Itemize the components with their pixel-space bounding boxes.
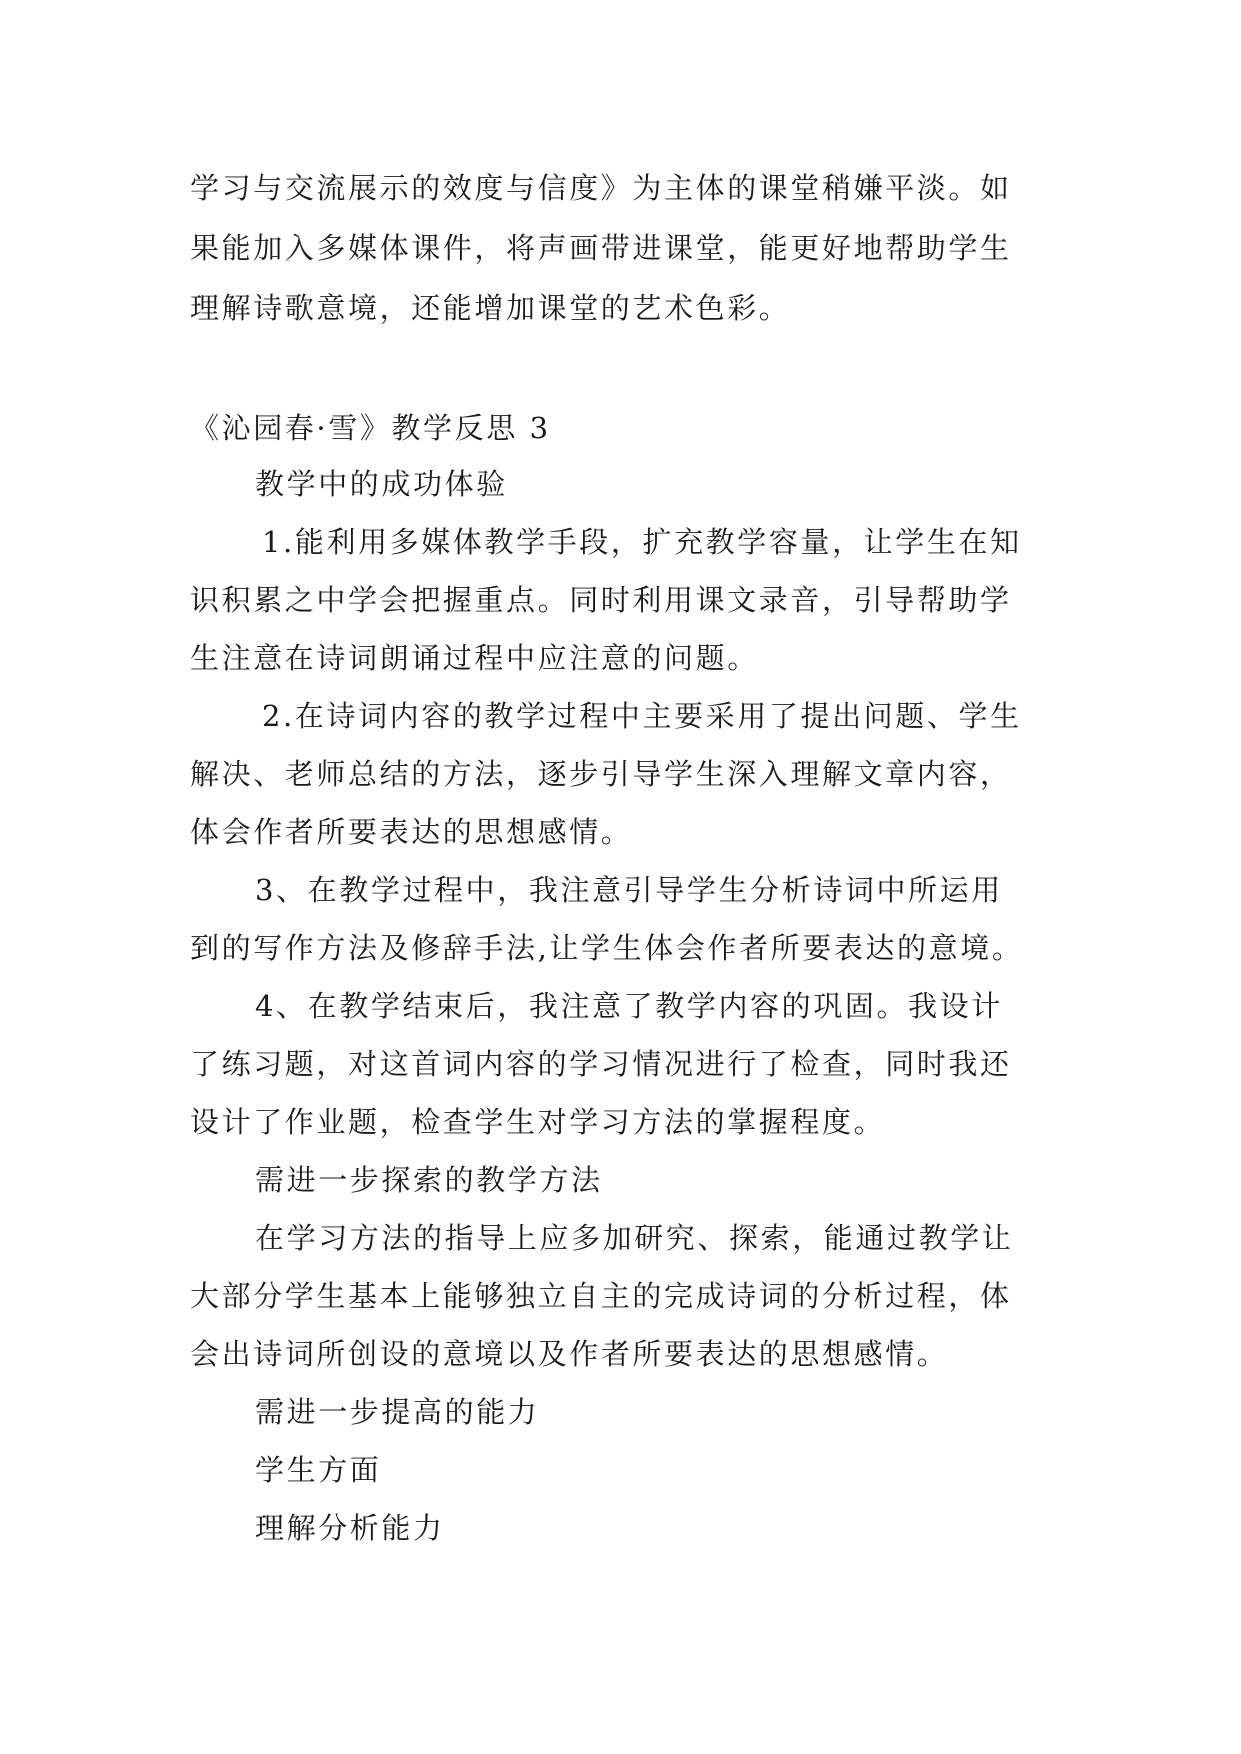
subheading: 需进一步提高的能力 — [255, 1395, 540, 1429]
body-text-line: 学习与交流展示的效度与信度》为主体的课堂稍嫌平淡。如 — [190, 171, 1012, 205]
body-text-line: 解决、老师总结的方法，逐步引导学生深入理解文章内容， — [190, 757, 1012, 791]
body-text-line: 果能加入多媒体课件，将声画带进课堂，能更好地帮助学生 — [190, 231, 1012, 265]
body-text-line: 设计了作业题，检查学生对学习方法的掌握程度。 — [190, 1105, 886, 1139]
body-text-line: 3、在教学过程中，我注意引导学生分析诗词中所运用 — [255, 873, 1003, 907]
body-text-line: 到的写作方法及修辞手法,让学生体会作者所要表达的意境。 — [190, 931, 1024, 965]
body-text-line: 体会作者所要表达的思想感情。 — [190, 815, 633, 849]
subheading: 学生方面 — [255, 1453, 382, 1487]
body-text-line: 生注意在诗词朗诵过程中应注意的问题。 — [190, 641, 759, 675]
body-text-line: 1.能利用多媒体教学手段，扩充教学容量，让学生在知 — [262, 525, 1022, 559]
body-text-line: 大部分学生基本上能够独立自主的完成诗词的分析过程，体 — [190, 1279, 1012, 1313]
body-text-line: 2.在诗词内容的教学过程中主要采用了提出问题、学生 — [262, 699, 1022, 733]
body-text-line: 了练习题，对这首词内容的学习情况进行了检查，同时我还 — [190, 1047, 1012, 1081]
body-text-line: 理解诗歌意境，还能增加课堂的艺术色彩。 — [190, 291, 791, 325]
body-text-line: 会出诗词所创设的意境以及作者所要表达的思想感情。 — [190, 1337, 949, 1371]
subheading: 理解分析能力 — [255, 1511, 445, 1545]
subheading: 教学中的成功体验 — [255, 467, 508, 501]
body-text-line: 识积累之中学会把握重点。同时利用课文录音，引导帮助学 — [190, 583, 1012, 617]
subheading: 需进一步探索的教学方法 — [255, 1163, 603, 1197]
body-text-line: 4、在教学结束后，我注意了教学内容的巩固。我设计 — [255, 989, 1003, 1023]
body-text-line: 在学习方法的指导上应多加研究、探索，能通过教学让 — [255, 1221, 1014, 1255]
section-title: 《沁园春·雪》教学反思 3 — [190, 411, 551, 445]
